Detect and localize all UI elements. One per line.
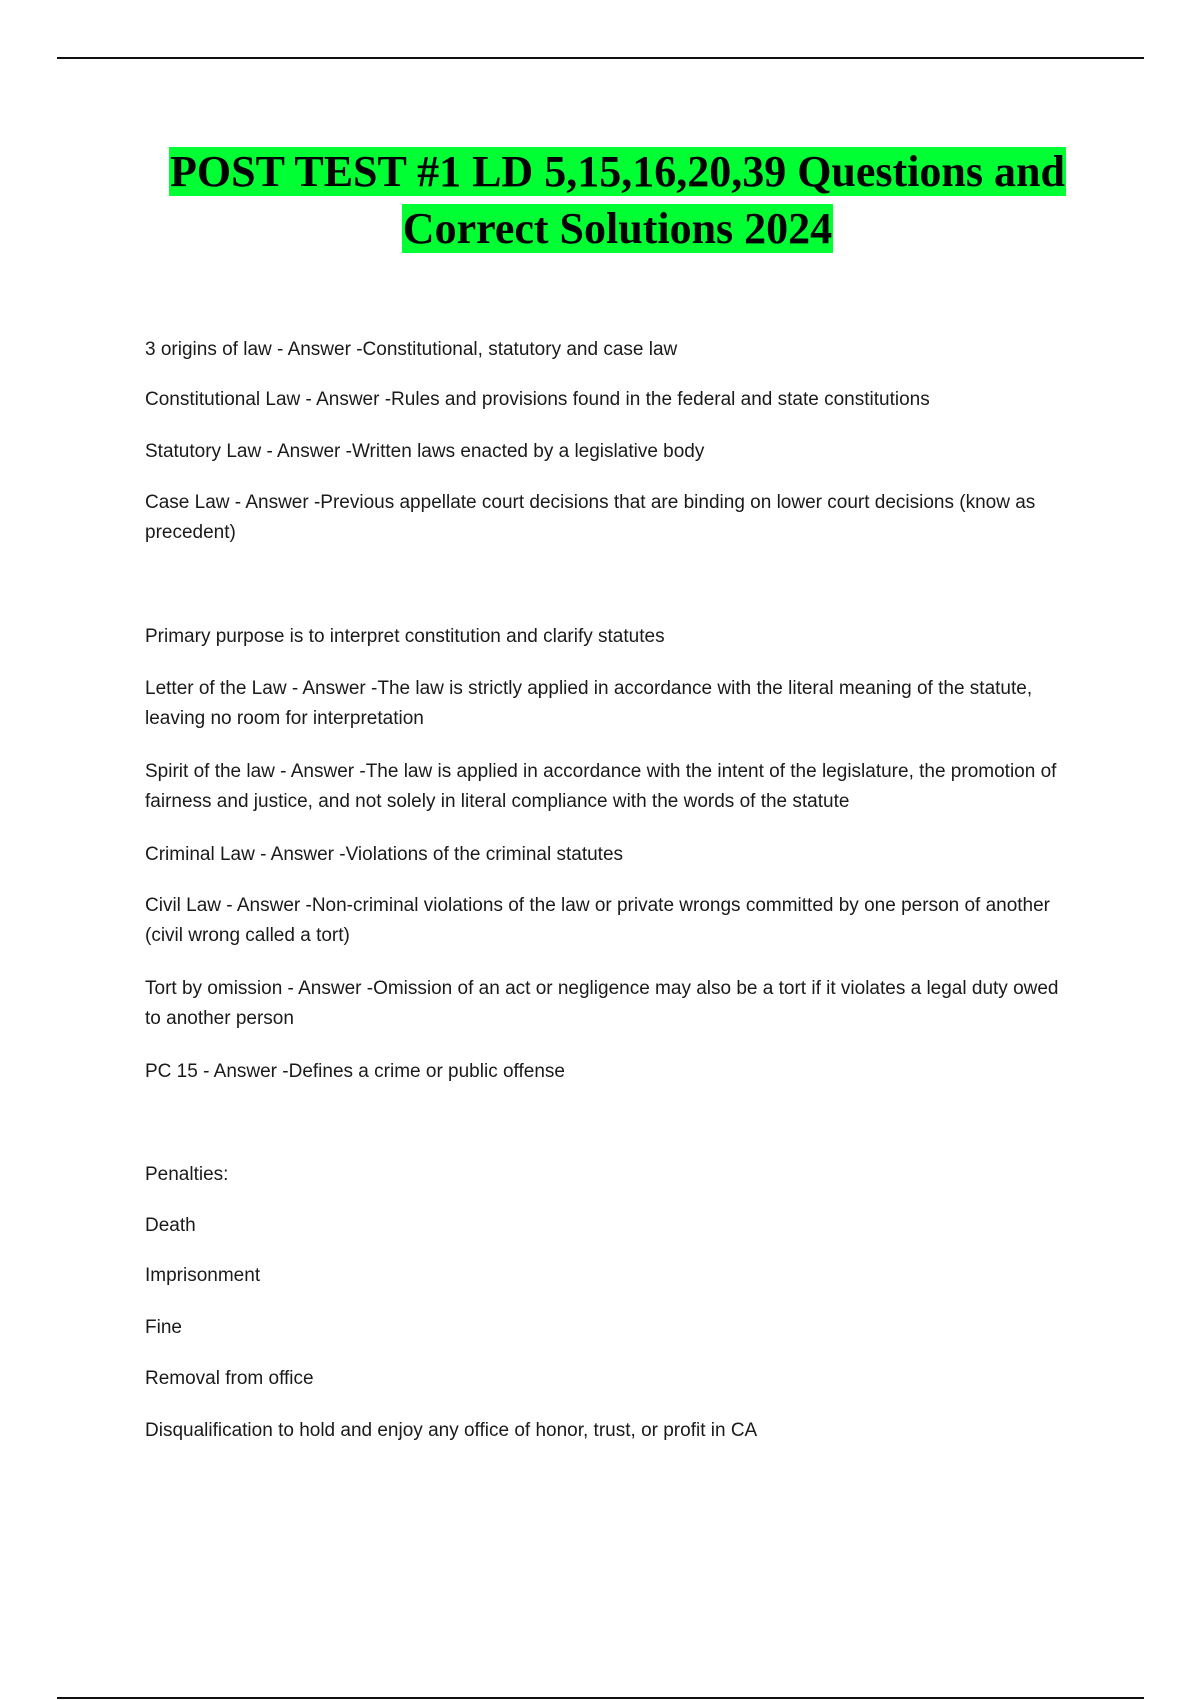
qa-constitutional-law: Constitutional Law - Answer -Rules and provisions found in the federal and state constitutions	[145, 389, 930, 410]
qa-spirit-of-the-law: Spirit of the law - Answer -The law is applied in accordance with the intent of the legislature, the promotion of fairness and justice, and not solely in literal compliance with the words of the statute	[145, 761, 1057, 812]
qa-criminal-law: Criminal Law - Answer -Violations of the criminal statutes	[145, 844, 624, 865]
qa-origins-of-law: 3 origins of law - Answer -Constitutional, statutory and case law	[145, 339, 678, 360]
primary-purpose-note: Primary purpose is to interpret constitution and clarify statutes	[145, 626, 665, 647]
penalty-item: Disqualification to hold and enjoy any office of honor, trust, or profit in CA	[145, 1420, 758, 1441]
document-title: POST TEST #1 LD 5,15,16,20,39 Questions and Correct Solutions 2024	[170, 147, 1065, 253]
penalty-item: Death	[145, 1215, 196, 1236]
title-block	[100, 143, 1135, 257]
qa-letter-of-the-law: Letter of the Law - Answer -The law is strictly applied in accordance with the literal meaning of the statute, leaving no room for interpretation	[145, 678, 1033, 729]
penalty-item: Removal from office	[145, 1368, 314, 1389]
qa-case-law: Case Law - Answer -Previous appellate court decisions that are binding on lower court decisions (know as precedent)	[145, 492, 1036, 543]
qa-statutory-law: Statutory Law - Answer -Written laws enacted by a legislative body	[145, 441, 705, 462]
top-rule	[57, 57, 1144, 59]
penalty-item: Imprisonment	[145, 1265, 261, 1286]
penalty-item: Fine	[145, 1317, 182, 1338]
penalties-heading: Penalties:	[145, 1164, 229, 1185]
qa-pc-15: PC 15 - Answer -Defines a crime or public offense	[145, 1061, 565, 1082]
qa-tort-by-omission: Tort by omission - Answer -Omission of an act or negligence may also be a tort if it violates a legal duty owed to another person	[145, 978, 1059, 1029]
qa-civil-law: Civil Law - Answer -Non-criminal violations of the law or private wrongs committed by one person of another (civil wrong called a tort)	[145, 895, 1051, 946]
bottom-rule	[57, 1697, 1144, 1699]
